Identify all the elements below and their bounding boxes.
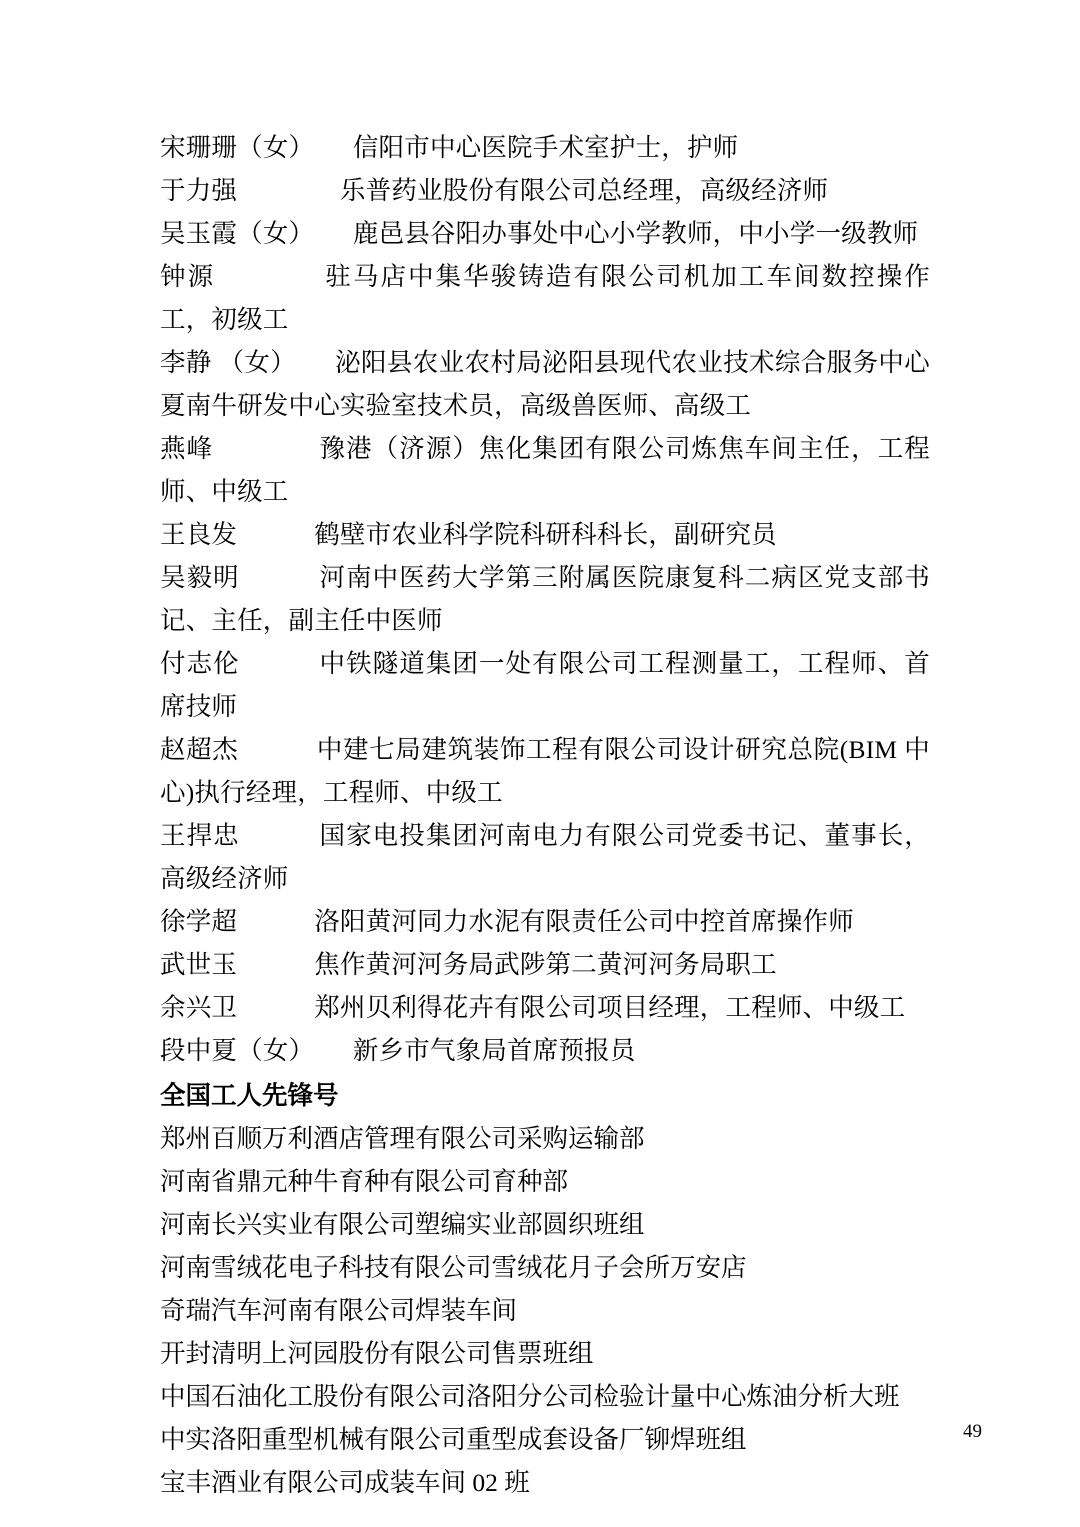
awardee-desc: 乐普药业股份有限公司总经理，高级经济师 bbox=[339, 176, 829, 205]
awardee-entry bbox=[160, 513, 930, 556]
awardee-entry bbox=[160, 728, 930, 814]
section-title: 全国工人先锋号 bbox=[160, 1081, 339, 1110]
awardee-entry bbox=[160, 642, 930, 728]
awardee-name: 于力强 bbox=[160, 176, 238, 205]
awardee-desc: 河南中医药大学第三附属医院康复科二病区党支部书记、主任，副主任中医师 bbox=[160, 563, 930, 635]
organization-item: 宝丰酒业有限公司成装车间 02 班 bbox=[160, 1468, 530, 1497]
organization-item: 河南雪绒花电子科技有限公司雪绒花月子会所万安店 bbox=[160, 1253, 747, 1282]
organization-item: 开封清明上河园股份有限公司售票班组 bbox=[160, 1339, 594, 1368]
awardee-entry bbox=[160, 943, 930, 986]
awardee-entry bbox=[160, 986, 930, 1029]
awardee-desc: 鹤壁市农业科学院科研科科长，副研究员 bbox=[314, 520, 777, 549]
page-number: 49 bbox=[963, 1421, 982, 1442]
awardee-name: 徐学超 bbox=[160, 907, 238, 936]
awardee-name: 余兴卫 bbox=[160, 993, 238, 1022]
organization-item: 中实洛阳重型机械有限公司重型成套设备厂铆焊班组 bbox=[160, 1425, 747, 1454]
awardee-name: 钟源 bbox=[160, 262, 216, 291]
awardee-desc: 信阳市中心医院手术室护士，护师 bbox=[352, 133, 739, 162]
awardee-desc: 泌阳县农业农村局泌阳县现代农业技术综合服务中心夏南牛研发中心实验室技术员，高级兽医师、高级工 bbox=[160, 348, 930, 420]
awardee-name: 吴玉霞（女） bbox=[160, 219, 302, 248]
awardee-name: 燕峰 bbox=[160, 434, 214, 463]
awardee-desc: 中建七局建筑装饰工程有限公司设计研究总院(BIM 中心)执行经理，工程师、中级工 bbox=[160, 735, 930, 807]
awardee-desc: 豫港（济源）焦化集团有限公司炼焦车间主任，工程师、中级工 bbox=[160, 434, 930, 506]
awardee-entry bbox=[160, 427, 930, 513]
organization-item: 郑州百顺万利酒店管理有限公司采购运输部 bbox=[160, 1124, 645, 1153]
awardee-name: 王捍忠 bbox=[160, 821, 240, 850]
awardee-desc: 鹿邑县谷阳办事处中心小学教师，中小学一级教师 bbox=[352, 219, 919, 248]
awardee-name: 付志伦 bbox=[160, 649, 240, 678]
awardee-entry bbox=[160, 341, 930, 427]
awardee-name: 赵超杰 bbox=[160, 735, 239, 764]
awardee-desc: 洛阳黄河同力水泥有限责任公司中控首席操作师 bbox=[314, 907, 854, 936]
awardee-desc: 郑州贝利得花卉有限公司项目经理，工程师、中级工 bbox=[314, 993, 906, 1022]
awardee-entry bbox=[160, 255, 930, 341]
awardee-name: 宋珊珊（女） bbox=[160, 133, 302, 162]
awardee-desc: 新乡市气象局首席预报员 bbox=[352, 1036, 636, 1065]
awardee-desc: 焦作黄河河务局武陟第二黄河河务局职工 bbox=[314, 950, 777, 979]
page-content bbox=[160, 126, 930, 1504]
awardee-entry bbox=[160, 212, 930, 255]
awardee-name: 武世玉 bbox=[160, 950, 238, 979]
awardee-entry bbox=[160, 1029, 930, 1072]
awardee-name: 吴毅明 bbox=[160, 563, 240, 592]
awardee-desc: 中铁隧道集团一处有限公司工程测量工，工程师、首席技师 bbox=[160, 649, 930, 721]
awardee-entry bbox=[160, 126, 930, 169]
awardee-entry bbox=[160, 814, 930, 900]
organization-item: 中国石油化工股份有限公司洛阳分公司检验计量中心炼油分析大班 bbox=[160, 1382, 900, 1411]
awardee-entry bbox=[160, 900, 930, 943]
organization-item: 奇瑞汽车河南有限公司焊装车间 bbox=[160, 1296, 518, 1325]
awardee-desc: 驻马店中集华骏铸造有限公司机加工车间数控操作工，初级工 bbox=[160, 262, 930, 334]
organization-item: 河南省鼎元种牛育种有限公司育种部 bbox=[160, 1167, 569, 1196]
awardee-desc: 国家电投集团河南电力有限公司党委书记、董事长，高级经济师 bbox=[160, 821, 930, 893]
awardee-entry bbox=[160, 556, 930, 642]
awardee-name: 段中夏（女） bbox=[160, 1036, 302, 1065]
organization-item: 河南长兴实业有限公司塑编实业部圆织班组 bbox=[160, 1210, 645, 1239]
awardee-entry bbox=[160, 169, 930, 212]
awardee-name: 王良发 bbox=[160, 520, 238, 549]
awardee-name: 李静 （女） bbox=[160, 348, 284, 377]
